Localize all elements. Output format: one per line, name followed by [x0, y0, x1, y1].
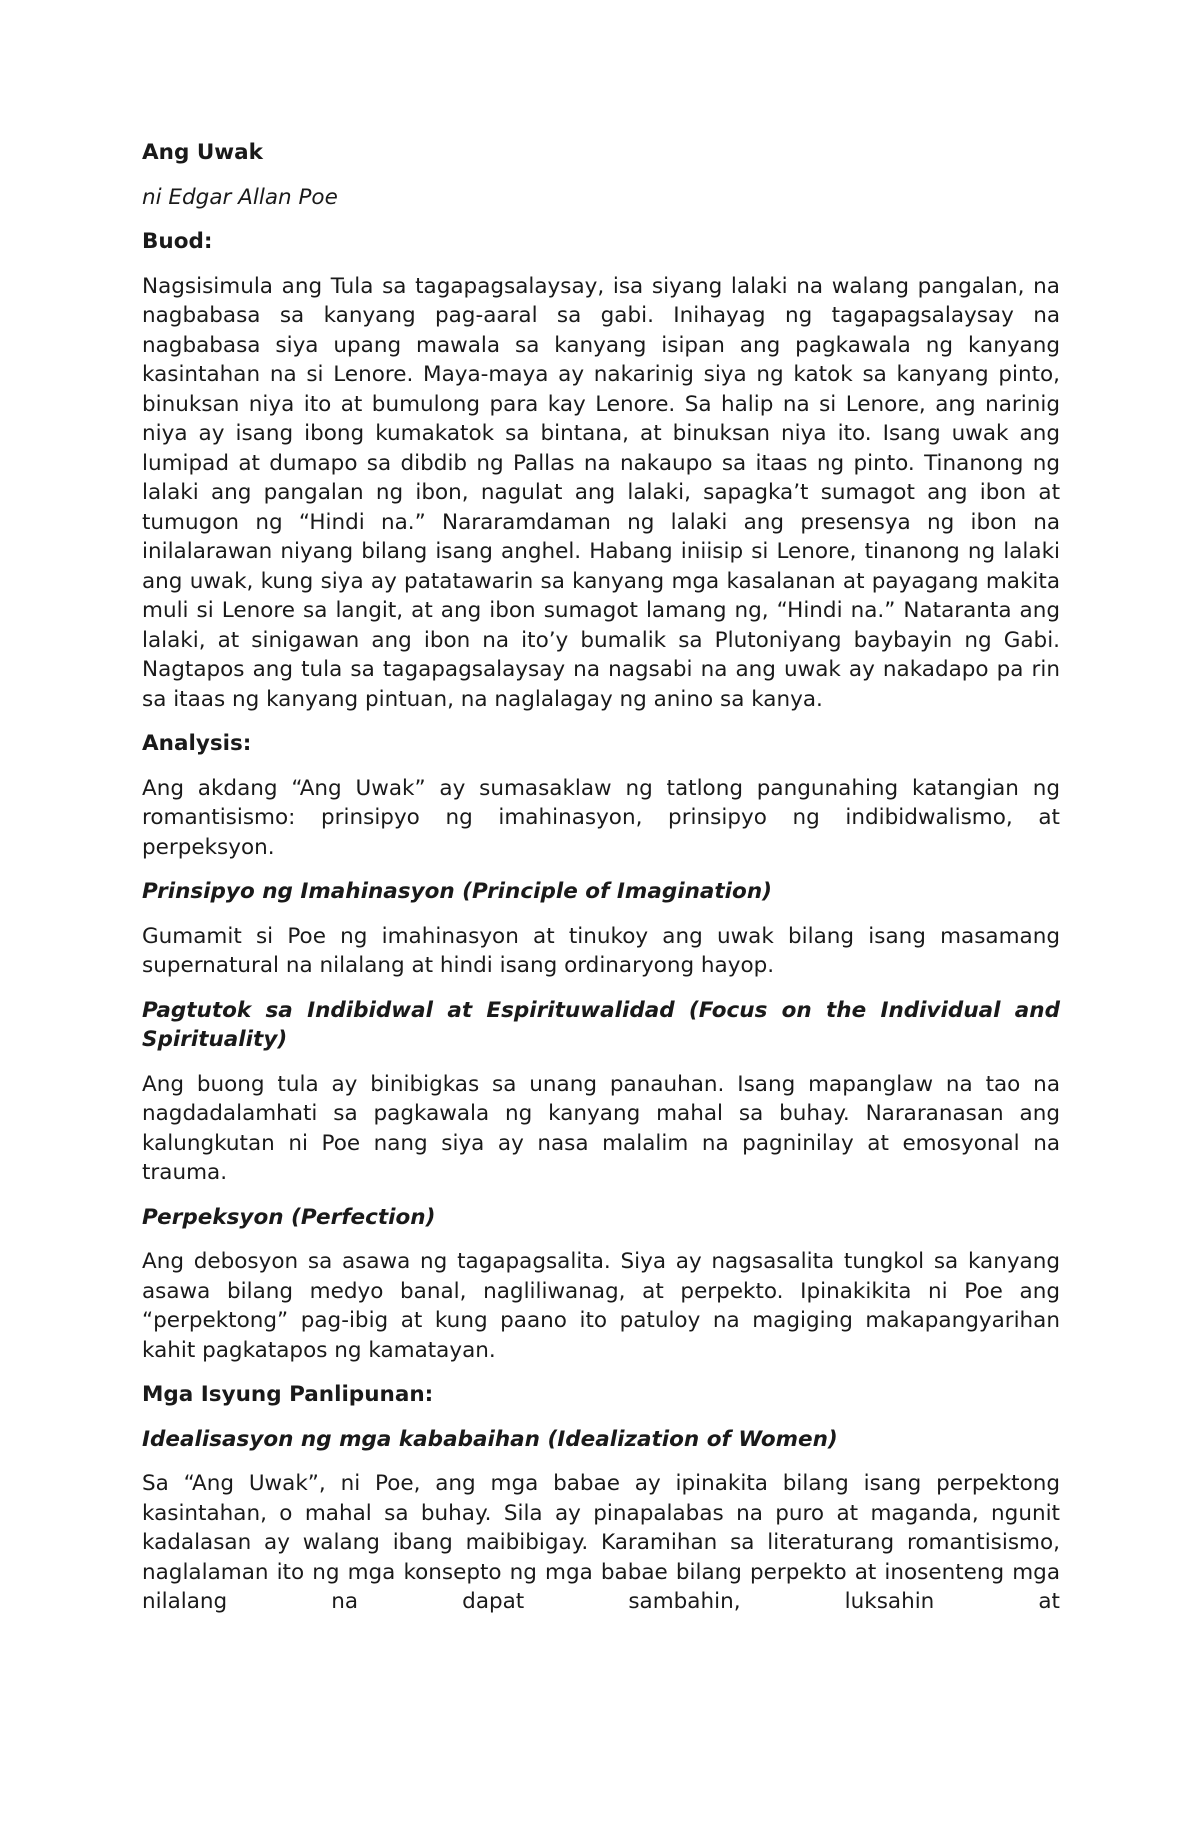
imagination-paragraph: Gumamit si Poe ng imahinasyon at tinukoy ang uwak bilang isang masamang supernatural na nilalang at hindi isang ordinaryong hayop.: [142, 923, 1060, 978]
individual-paragraph: Ang buong tula ay binibigkas sa unang panauhan. Isang mapanglaw na tao na nagdadalamhati sa pagkawala ng kanyang mahal sa buhay. Nararanasan ang kalungkutan ni Poe nang siya ay nasa malalim na pagninilay at emosyonal na trauma.: [142, 1071, 1060, 1185]
women-paragraph: Sa “Ang Uwak”, ni Poe, ang mga babae ay ipinakita bilang isang perpektong kasintahan, o mahal sa buhay. Sila ay pinapalabas na puro at maganda, ngunit kadalasan ay walang ibang maibibigay. Karamihan sa literaturang romantisismo, naglalaman ito ng mga konsepto ng mga babae bilang perpekto at inosenteng mga nilalang na dapat sambahin, luksahin at: [142, 1471, 1060, 1614]
document-title: Ang Uwak: [142, 140, 263, 165]
individual-heading: Pagtutok sa Indibidwal at Espirituwalidad (Focus on the Individual and Spirituality): [142, 997, 1060, 1052]
author-byline: ni Edgar Allan Poe: [142, 184, 338, 210]
social-issues-heading: Mga Isyung Panlipunan:: [142, 1382, 434, 1407]
document-page: [142, 138, 1060, 1632]
perfection-heading: Perpeksyon (Perfection): [142, 1204, 436, 1230]
perfection-paragraph: Ang debosyon sa asawa ng tagapagsalita. Siya ay nagsasalita tungkol sa kanyang asawa bilang medyo banal, nagliliwanag, at perpekto. Ipinakikita ni Poe ang “perpektong” pag-ibig at kung paano ito patuloy na magiging makapangyarihan kahit pagkatapos ng kamatayan.: [142, 1249, 1060, 1363]
analysis-paragraph: Ang akdang “Ang Uwak” ay sumasaklaw ng tatlong pangunahing katangian ng romantisismo: prinsipyo ng imahinasyon, prinsipyo ng indibidwalismo, at perpeksyon.: [142, 775, 1060, 860]
women-heading: Idealisasyon ng mga kababaihan (Idealization of Women): [142, 1426, 838, 1452]
summary-paragraph: Nagsisimula ang Tula sa tagapagsalaysay, isa siyang lalaki na walang pangalan, na nagbabasa sa kanyang pag-aaral sa gabi. Inihayag ng tagapagsalaysay na nagbabasa siya upang mawala sa kanyang isipan ang pagkawala ng kanyang kasintahan na si Lenore. Maya-maya ay nakarinig siya ng katok sa kanyang pinto, binuksan niya ito at bumulong para kay Lenore. Sa halip na si Lenore, ang narinig niya ay isang ibong kumakatok sa bintana, at binuksan niya ito. Isang uwak ang lumipad at dumapo sa dibdib ng Pallas na nakaupo sa itaas ng pinto. Tinanong ng lalaki ang pangalan ng ibon, nagulat ang lalaki, sapagka’t sumagot ang ibon at tumugon ng “Hindi na.” Nararamdaman ng lalaki ang presensya ng ibon na inilalarawan niyang bilang isang anghel. Habang iniisip si Lenore, tinanong ng lalaki ang uwak, kung siya ay patatawarin sa kanyang mga kasalanan at payagang makita muli si Lenore sa langit, at ang ibon sumagot lamang ng, “Hindi na.” Nataranta ang lalaki, at sinigawan ang ibon na ito’y bumalik sa Plutoniyang baybayin ng Gabi. Nagtapos ang tula sa tagapagsalaysay na nagsabi na ang uwak ay nakadapo pa rin sa itaas ng kanyang pintuan, na naglalagay ng anino sa kanya.: [142, 273, 1060, 712]
analysis-heading: Analysis:: [142, 731, 252, 756]
imagination-heading: Prinsipyo ng Imahinasyon (Principle of Imagination): [142, 879, 772, 904]
summary-heading: Buod:: [142, 229, 213, 254]
